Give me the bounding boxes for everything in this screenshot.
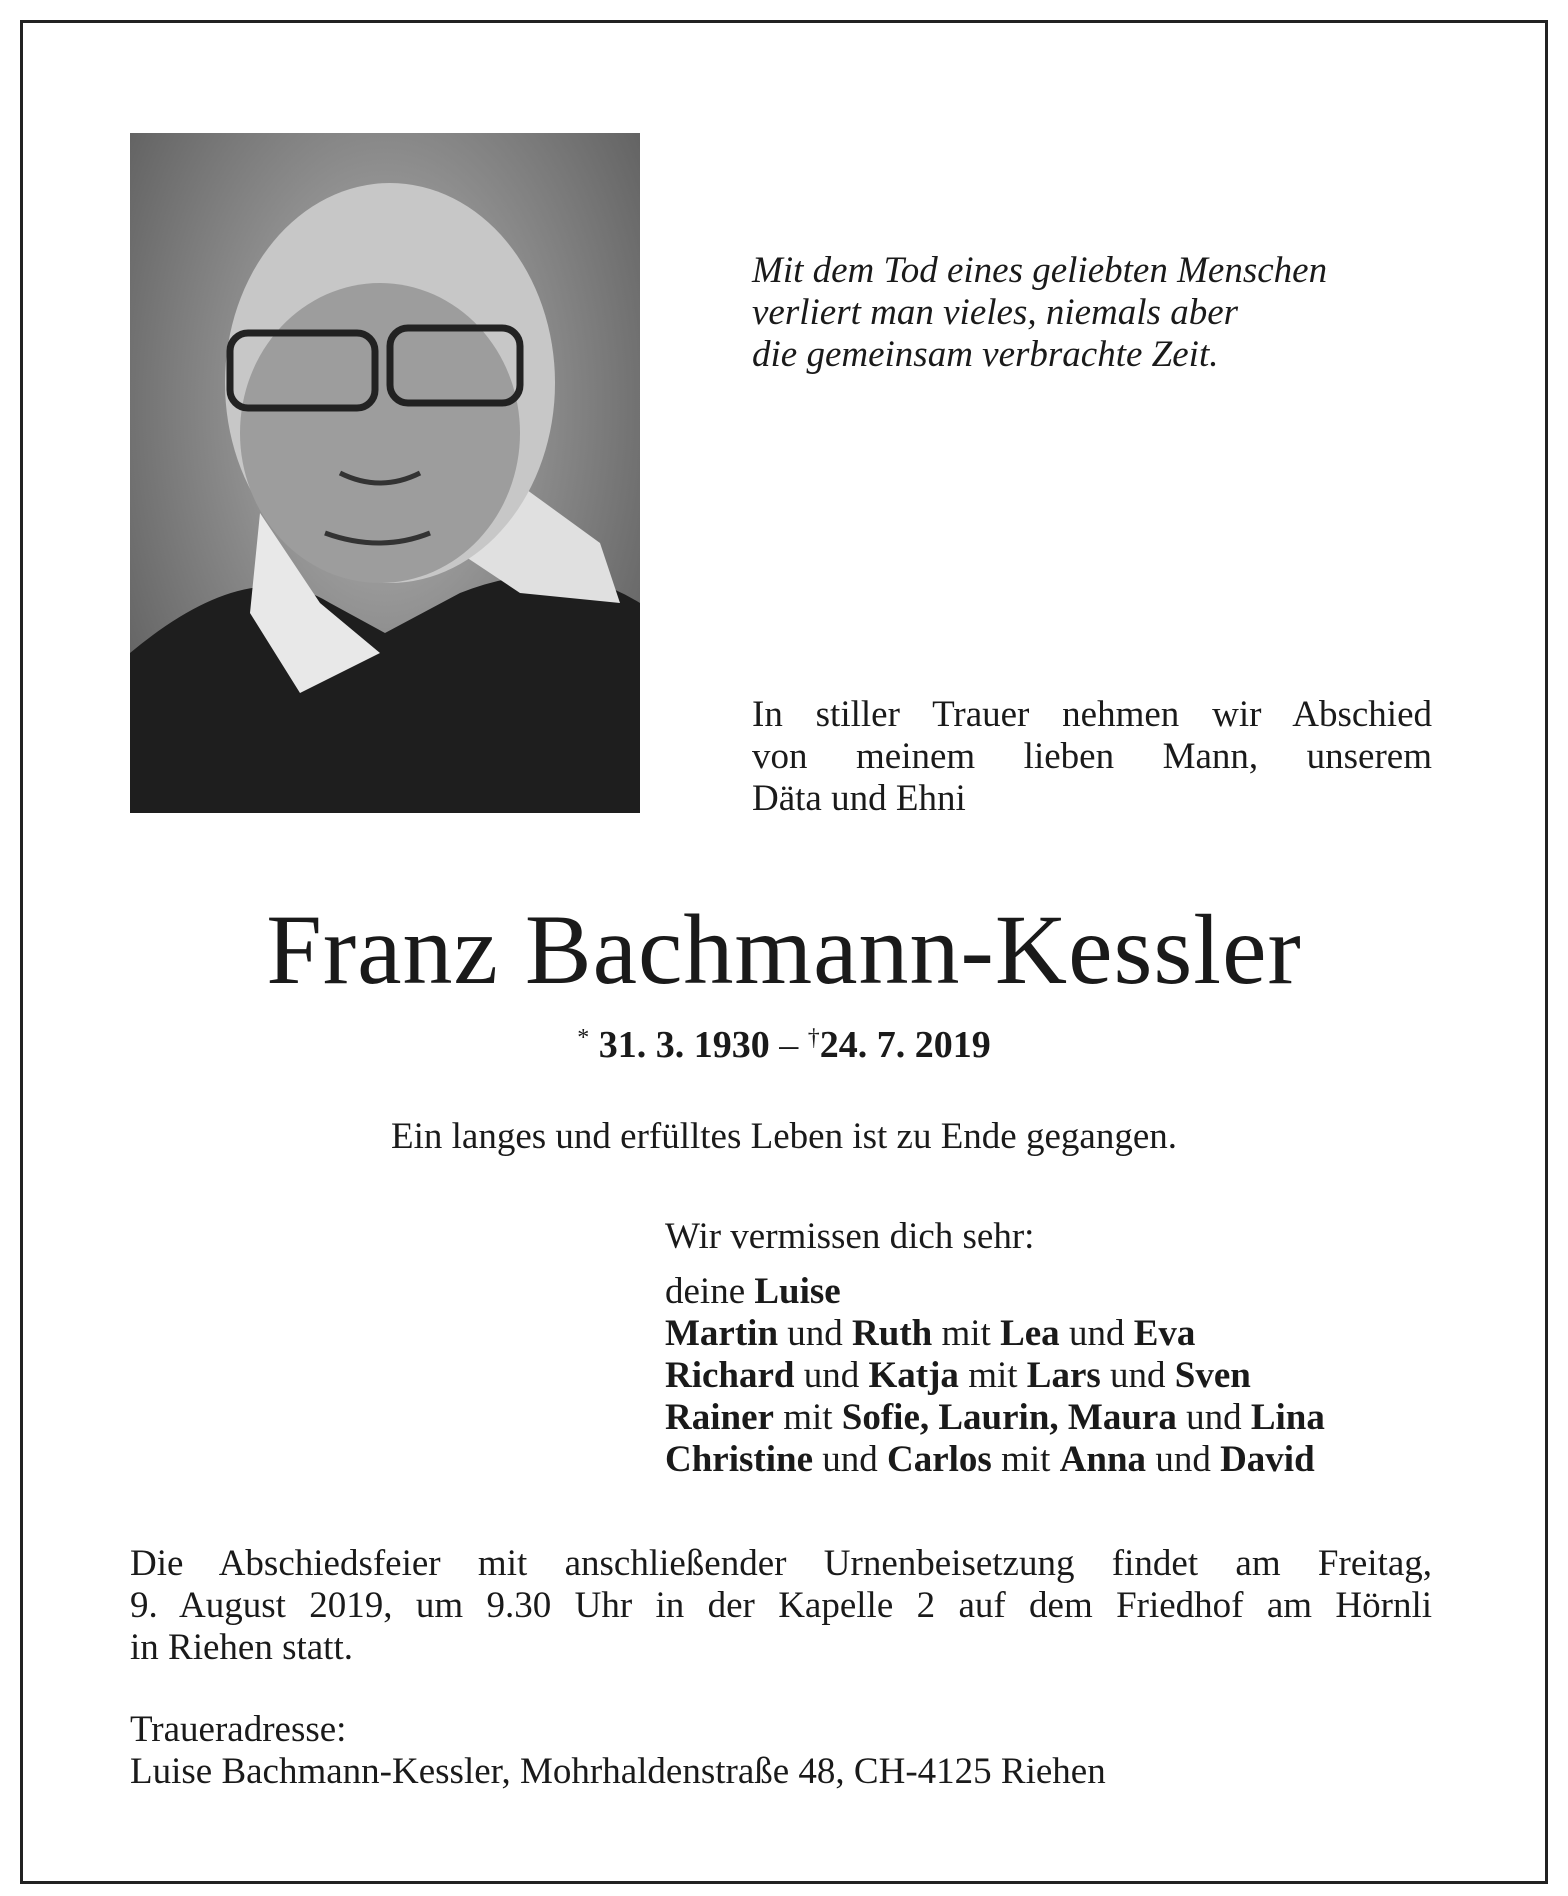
connector-text: und (1146, 1439, 1221, 1480)
mourners-heading: Wir vermissen dich sehr: (665, 1216, 1035, 1257)
mourners-list (665, 1271, 1325, 1481)
life-statement: Ein langes und erfülltes Leben ist zu Ende gegangen. (391, 1116, 1177, 1157)
connector-text: deine (665, 1271, 755, 1312)
mourner-name: Luise (754, 1271, 841, 1312)
quote-line: verliert man vieles, niemals aber (752, 292, 1239, 333)
birth-symbol: * (577, 1025, 590, 1051)
death-date: 24. 7. 2019 (819, 1024, 991, 1066)
mourner-name: Eva (1133, 1313, 1196, 1354)
mourner-name: Martin (665, 1313, 779, 1354)
service-details (130, 1543, 1432, 1669)
mourning-address (130, 1709, 1106, 1793)
portrait-illustration (130, 133, 640, 813)
mourner-name: Sven (1174, 1355, 1251, 1396)
intro-line: In stiller Trauer nehmen wir Abschied (752, 694, 1432, 735)
mourner-name: Lars (1026, 1355, 1101, 1396)
mourner-line (665, 1439, 1325, 1481)
intro-line: von meinem lieben Mann, unserem (752, 736, 1432, 777)
mourner-name: Anna (1059, 1439, 1147, 1480)
death-symbol: † (807, 1025, 820, 1051)
connector-text: und (778, 1313, 853, 1354)
service-line: in Riehen statt. (130, 1627, 353, 1668)
quote-line: die gemeinsam verbrachte Zeit. (752, 334, 1219, 375)
mourner-name: Lina (1250, 1397, 1325, 1438)
address-value: Luise Bachmann-Kessler, Mohrhaldenstraße 48, CH-4125 Riehen (130, 1751, 1106, 1792)
birth-date: 31. 3. 1930 (598, 1024, 770, 1066)
mourner-line (665, 1271, 1325, 1313)
connector-text: mit (958, 1355, 1027, 1396)
service-line: Die Abschiedsfeier mit anschließender Urnenbeisetzung findet am Freitag, (130, 1543, 1432, 1584)
connector-text: und (794, 1355, 869, 1396)
mourner-line (665, 1355, 1325, 1397)
mourner-name: Ruth (852, 1313, 933, 1354)
connector-text: mit (773, 1397, 842, 1438)
mourner-name: Carlos (887, 1439, 992, 1480)
connector-text: und (813, 1439, 887, 1480)
address-label: Traueradresse: (130, 1709, 347, 1750)
connector-text: und (1100, 1355, 1175, 1396)
mourner-name: Rainer (665, 1397, 774, 1438)
mourner-line (665, 1313, 1325, 1355)
intro-line: Däta und Ehni (752, 778, 966, 819)
mourner-name: Lea (1000, 1313, 1060, 1354)
date-separator: – (779, 1024, 799, 1066)
farewell-intro (752, 694, 1432, 820)
mourner-name: Christine (665, 1439, 813, 1480)
connector-text: mit (932, 1313, 1001, 1354)
memorial-quote (752, 250, 1452, 376)
service-line: 9. August 2019, um 9.30 Uhr in der Kapelle 2 auf dem Friedhof am Hörnli (130, 1585, 1432, 1626)
mourner-name: Sofie, Laurin, Maura (841, 1397, 1177, 1438)
portrait-photo (130, 133, 640, 813)
deceased-name: Franz Bachmann-Kessler (266, 894, 1302, 1005)
mourner-name: Richard (665, 1355, 795, 1396)
mourner-line (665, 1397, 1325, 1439)
connector-text: und (1059, 1313, 1134, 1354)
connector-text: mit (991, 1439, 1060, 1480)
quote-line: Mit dem Tod eines geliebten Menschen (752, 250, 1328, 291)
connector-text: und (1176, 1397, 1251, 1438)
life-dates (0, 1016, 1568, 1067)
mourner-name: Katja (868, 1355, 959, 1396)
mourner-name: David (1220, 1439, 1315, 1480)
